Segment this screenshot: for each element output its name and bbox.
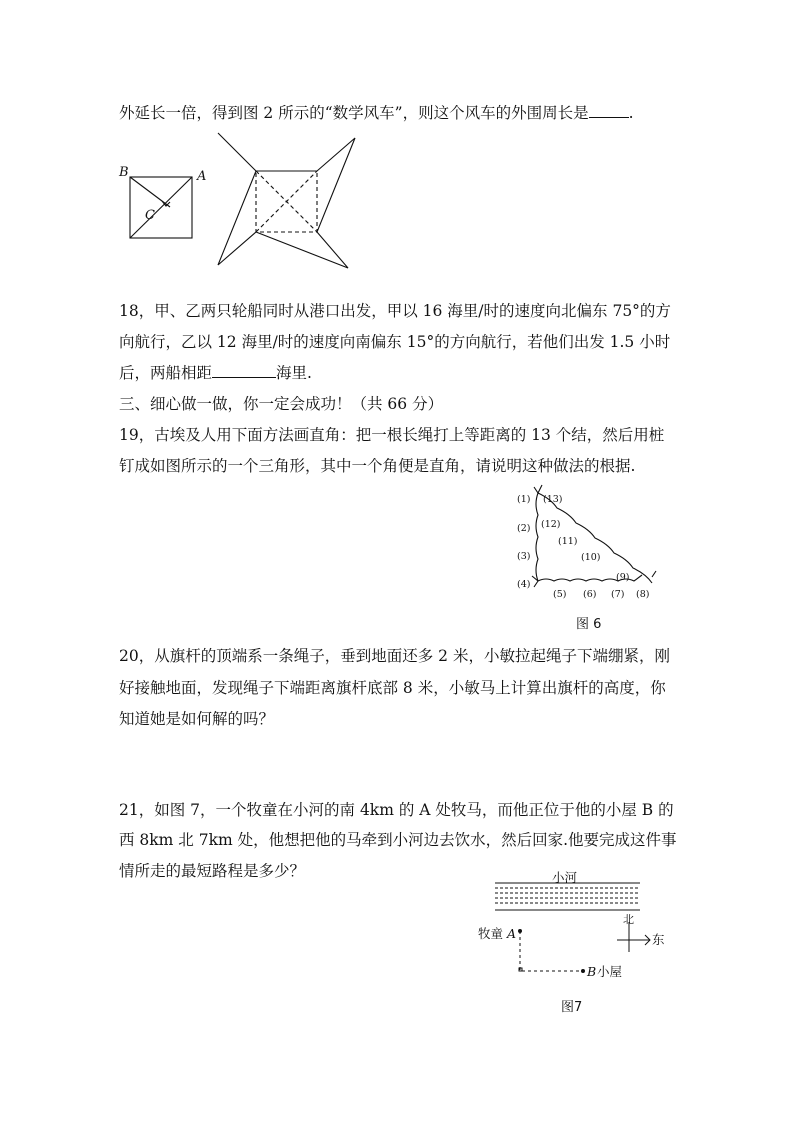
q20-line2: 好接触地面，发现绳子下端距离旗杆底部 8 米，小敏马上计算出旗杆的高度，你 — [119, 679, 666, 697]
point-a — [518, 929, 522, 933]
point-a-label: A — [507, 926, 517, 941]
knot-label: (12) — [541, 519, 561, 530]
knot-label: (3) — [517, 551, 531, 562]
q18-line3: 后，两船相距 海里. — [119, 364, 312, 382]
east-label: 东 — [652, 932, 665, 947]
knot-label: (10) — [581, 552, 601, 563]
knot-label: (8) — [636, 589, 650, 600]
figure-6-rope-triangle — [512, 483, 672, 603]
figure-7-river-map — [470, 868, 700, 993]
knot-label: (11) — [558, 536, 578, 547]
knot-label: (1) — [517, 494, 531, 505]
figure-7-caption: 图7 — [561, 1000, 583, 1015]
q19-line1: 19，古埃及人用下面方法画直角：把一根长绳打上等距离的 13 个结，然后用桩 — [119, 426, 665, 444]
knot-label: (13) — [543, 494, 563, 505]
q19-line2: 钉成如图所示的一个三角形，其中一个角便是直角，请说明这种做法的根据. — [119, 457, 636, 475]
herder-label: 牧童 — [478, 926, 504, 941]
point-b-label: B — [587, 964, 597, 979]
figure-windmill — [110, 130, 370, 275]
diagonal — [130, 177, 192, 238]
knot-label: (9) — [616, 572, 630, 583]
river-label: 小河 — [552, 870, 578, 885]
knot-label: (6) — [583, 589, 597, 600]
label-a: A — [197, 169, 207, 184]
figure-6-caption: 图 6 — [576, 617, 602, 632]
point-b — [581, 969, 585, 973]
q18-line1: 18，甲、乙两只轮船同时从港口出发，甲以 16 海里/时的速度向北偏东 75°的方 — [119, 302, 671, 320]
stake-end — [652, 571, 656, 577]
right-triangle-leg — [130, 177, 170, 207]
q21-line1: 21，如图 7，一个牧童在小河的南 4km 的 A 处牧马，而他正位于他的小屋 B 的 — [119, 801, 674, 819]
q21-line3: 情所走的最短路程是多少？ — [119, 862, 306, 880]
windmill-outline — [218, 133, 355, 268]
north-label: 北 — [623, 913, 634, 926]
knot-label: (2) — [517, 523, 531, 534]
path-a-to-b — [520, 931, 583, 971]
q21-line2: 西 8km 北 7km 处，他想把他的马牵到小河边去饮水，然后回家.他要完成这件事 — [119, 831, 677, 849]
q18-line2: 向航行，乙以 12 海里/时的速度向南偏东 15°的方向航行，若他们出发 1.5 小时 — [119, 333, 671, 351]
label-b: B — [119, 165, 129, 180]
stake-top — [534, 485, 542, 493]
rope-vertical — [536, 493, 538, 581]
house-label: 小屋 — [597, 964, 623, 979]
section-heading: 三、细心做一做，你一定会成功！（共 66 分） — [119, 395, 444, 413]
q17-text: 外延长一倍，得到图 2 所示的“数学风车”，则这个风车的外围周长是 . — [119, 104, 634, 122]
answer-blank[interactable] — [589, 103, 629, 118]
knot-label: (5) — [553, 589, 567, 600]
knot-label: (7) — [611, 589, 625, 600]
rope-hypotenuse — [538, 493, 652, 583]
q20-line1: 20，从旗杆的顶端系一条绳子，垂到地面还多 2 米，小敏拉起绳子下端绷紧，刚 — [119, 647, 670, 665]
answer-blank[interactable] — [212, 363, 276, 378]
knot-label: (4) — [517, 579, 531, 590]
q20-line3: 知道她是如何解的吗？ — [119, 710, 275, 728]
label-c: C — [145, 208, 155, 223]
